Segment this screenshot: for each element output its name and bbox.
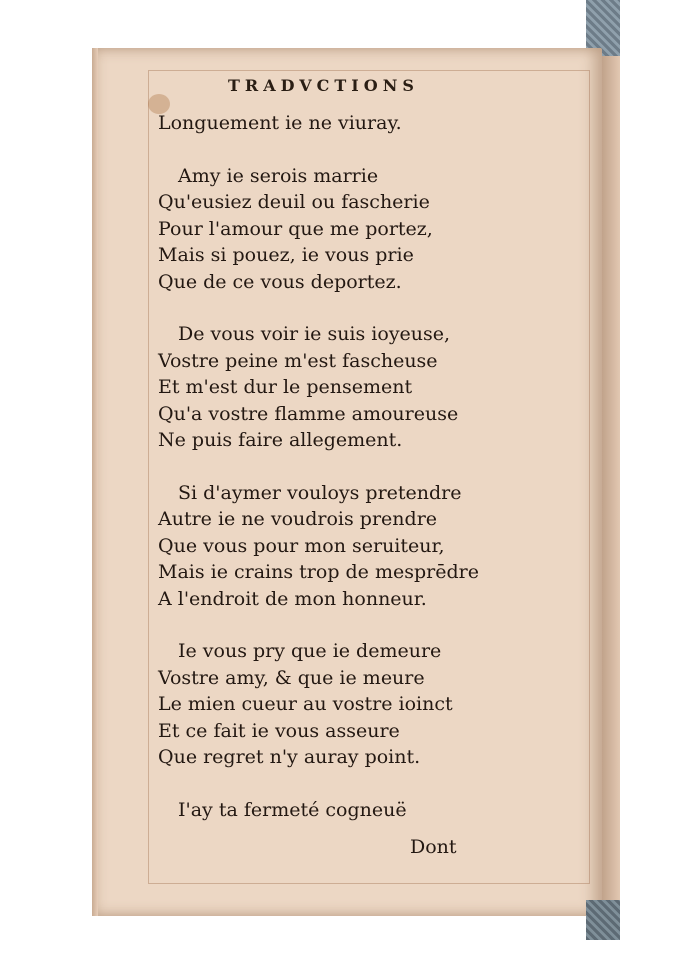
poem-line: Et ce fait ie vous asseure <box>158 719 400 742</box>
poem-line: A l'endroit de mon honneur. <box>158 587 427 610</box>
poem-line: Que vous pour mon seruiteur, <box>158 534 445 557</box>
poem-line: Pour l'amour que me portez, <box>158 217 433 240</box>
stanza-2-rest <box>158 348 558 454</box>
poem-line: Qu'a vostre flamme amoureuse <box>158 402 459 425</box>
poem-line: Mais si pouez, ie vous prie <box>158 244 414 266</box>
poem-line: Qu'eusiez deuil ou fascherie <box>158 191 430 213</box>
poem-line: Que regret n'y auray point. <box>158 746 421 768</box>
poem-line: Si d'aymer vouloys pretendre <box>178 481 462 504</box>
stanza-4-rest <box>158 665 558 771</box>
stanza-1 <box>158 163 558 190</box>
catchword: Dont <box>410 836 457 858</box>
poem-line: Mais ie crains trop de mesprēdre <box>158 561 479 583</box>
poem-line: Vostre peine m'est fascheuse <box>158 349 438 372</box>
poem-line: Amy ie serois marrie <box>178 164 379 187</box>
poem-line: De vous voir ie suis ioyeuse, <box>178 323 451 345</box>
stanza-4 <box>158 638 558 665</box>
stanza-3 <box>158 480 558 507</box>
poem-line: Autre ie ne voudrois prendre <box>158 508 438 530</box>
poem-line: Que de ce vous deportez. <box>158 270 402 293</box>
page-edge <box>92 48 98 916</box>
running-header: TRADVCTIONS <box>228 76 419 95</box>
stanza-1-rest <box>158 189 558 295</box>
poem-line: Longuement ie ne viuray. <box>158 112 402 134</box>
poem-text <box>158 110 558 823</box>
book-binding-bottom <box>586 900 620 940</box>
poem-line: Ie vous pry que ie demeure <box>178 640 442 662</box>
poem-line: Et m'est dur le pensement <box>158 376 413 398</box>
stanza-0 <box>158 110 558 137</box>
poem-line: I'ay ta fermeté cogneuë <box>178 798 407 821</box>
poem-line: Vostre amy, & que ie meure <box>158 666 425 689</box>
poem-line: Le mien cueur au vostre ioinct <box>158 693 453 715</box>
stanza-3-rest <box>158 506 558 612</box>
stanza-5 <box>158 797 558 824</box>
poem-line: Ne puis faire allegement. <box>158 429 403 451</box>
stanza-2 <box>158 321 558 348</box>
